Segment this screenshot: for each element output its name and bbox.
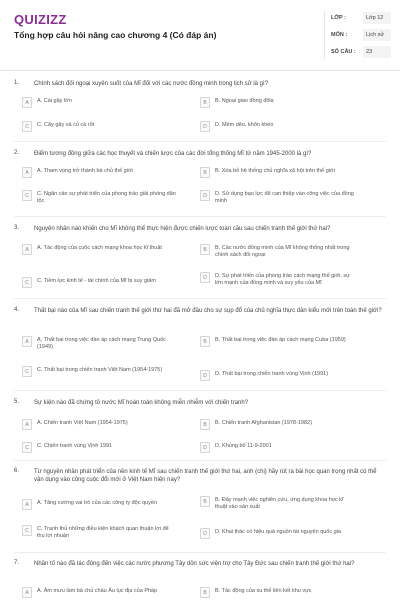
question-text: Điểm tương đồng giữa các học thuyết và chiến lược của các đời tổng thống Mĩ từ năm 1945-2000 là gì?	[34, 151, 312, 157]
option-letter: C	[22, 277, 32, 288]
option-letter: A	[22, 587, 32, 598]
option-letter: B	[200, 336, 210, 347]
worksheet-header	[0, 0, 400, 71]
option-letter: D	[200, 442, 210, 453]
question-text: Thất bại nào của Mĩ sau chiến tranh thế giới thứ hai đã mở đầu cho sự sụp đổ của chủ nghĩa thực dân kiểu mới trên toàn thế giới?	[34, 308, 382, 314]
option-letter: B	[200, 419, 210, 430]
option-text: A. Cái gậy lớn	[37, 98, 72, 104]
option-letter: B	[200, 97, 210, 108]
option-text: D. Thất bại trong chiến tranh vùng Vịnh (1991)	[215, 371, 329, 377]
option-text: C. Ngăn cản sự phát triển của phong trào giải phóng dân tộc	[37, 191, 176, 204]
option-letter: D	[200, 370, 210, 381]
option-letter: C	[22, 525, 32, 536]
meta-subject	[331, 28, 393, 42]
divider	[14, 390, 386, 391]
meta-grade-label: LỚP :	[331, 15, 346, 21]
option-text: D. Sử dụng bạo lực để can thiệp vào công việc của đồng minh	[215, 191, 354, 204]
option-text: C. Tranh thủ những điều kiện khách quan thuận lợi để thu lợi nhuận	[37, 526, 169, 539]
option-letter: D	[200, 528, 210, 539]
option-letter: A	[22, 244, 32, 255]
option-text: D. Khai thác có hiệu quả nguồn tài nguyên quốc gia	[215, 529, 341, 535]
option-letter: B	[200, 244, 210, 255]
divider	[14, 552, 386, 553]
option-text: A. Thất bại trong việc đàn áp cách mạng Trung Quốc (1949)	[37, 337, 166, 350]
question-number: 4.	[14, 307, 20, 313]
option-letter: C	[22, 442, 32, 453]
option-text: A. Chiến tranh Việt Nam (1954-1975)	[37, 420, 128, 426]
option-text: B. Ngoại giao đồng đôla	[215, 98, 274, 104]
meta-grade-value: Lớp 12	[363, 12, 391, 24]
option-letter: B	[200, 496, 210, 507]
divider	[14, 298, 386, 299]
option-text: A. Tác động của cuộc cách mạng khoa học kĩ thuật	[37, 245, 162, 251]
option-letter: B	[200, 167, 210, 178]
option-text: A. Tham vọng trở thành bá chủ thế giới	[37, 168, 133, 174]
divider	[14, 141, 386, 142]
meta-count	[331, 45, 393, 59]
divider	[14, 460, 386, 461]
option-text: B. Chiến tranh Afghanistan (1978-1982)	[215, 420, 312, 426]
quizizz-logo: QUIZIZZ	[14, 12, 67, 27]
question-number: 6.	[14, 468, 20, 474]
question-text: Sự kiện nào đã chứng tỏ nước Mĩ hoàn toàn không miễn nhiễm với chiến tranh?	[34, 400, 249, 406]
meta-count-label: SỐ CÂU :	[331, 49, 356, 55]
option-text: B. Thất bại trong việc đàn áp cách mạng Cuba (1959)	[215, 337, 346, 343]
option-text: A. Tăng cường vai trò của các công ty độc quyền	[37, 500, 158, 506]
question-number: 1.	[14, 80, 20, 86]
option-text: B. Xóa bỏ hệ thống chủ nghĩa xã hội trên thế giới	[215, 168, 335, 174]
option-letter: A	[22, 336, 32, 347]
question-text: Chính sách đối ngoại xuyên suốt của Mĩ đối với các nước đồng minh trong lịch sử là gì?	[34, 81, 269, 87]
question-number: 3.	[14, 225, 20, 231]
option-letter: C	[22, 366, 32, 377]
question-text: Nguyên nhân nào khiến cho Mĩ không thể thực hiện được chiến lược toàn cầu sau chiến tranh thế giới thứ hai?	[34, 226, 331, 232]
question-text: Từ nguyên nhân phát triển của nền kinh tế Mĩ sau chiến tranh thế giới thứ hai, anh (chị) hãy rút ra bài học quan trọng nhất có thể vận dụng vào công cuộc đổi mới ở Việt Nam hiện nay?	[34, 469, 377, 483]
option-letter: C	[22, 121, 32, 132]
option-text: B. Các nước đồng minh của Mĩ không thống nhất trong chính sách đối ngoại	[215, 245, 350, 258]
option-text: B. Đẩy mạnh việc nghiên cứu, ứng dụng khoa học kĩ thuật vào sản xuất	[215, 497, 344, 510]
option-text: C. Thất bại trong chiến tranh Việt Nam (1954-1975)	[37, 367, 163, 373]
option-text: B. Tác động của xu thế liên kết khu vực	[215, 588, 312, 594]
option-text: C. Chiến tranh vùng Vịnh 1991	[37, 443, 113, 449]
meta-subject-label: MÔN :	[331, 32, 348, 38]
option-text: C. Tiềm lực kinh tế - tài chính của Mĩ bị suy giảm	[37, 278, 156, 284]
meta-subject-value: Lịch sử	[363, 29, 391, 41]
question-number: 5.	[14, 399, 20, 405]
divider	[14, 216, 386, 217]
option-text: D. Mềm dẻo, khôn khéo	[215, 122, 274, 128]
worksheet-meta	[324, 11, 391, 59]
question-text: Nhân tố nào đã tác động đến việc các nước phương Tây dồn sức viện trợ cho Tây Đức sau chiến tranh thế giới thứ hai?	[34, 561, 355, 567]
option-text: A. Âm mưu làm bá chủ châu Âu lục địa của Pháp	[37, 588, 158, 594]
question-number: 2.	[14, 150, 20, 156]
option-letter: D	[200, 190, 210, 201]
option-letter: D	[200, 121, 210, 132]
option-letter: A	[22, 499, 32, 510]
worksheet-title: Tổng hợp câu hỏi nâng cao chương 4 (Có đáp án)	[14, 30, 217, 40]
option-text: D. Sự phát triển của phong trào cách mạng thế giới, sự lớn mạnh của đồng minh và suy yếu của Mĩ	[215, 273, 350, 286]
meta-grade	[331, 11, 393, 25]
option-text: C. Cây gậy và củ cà rốt	[37, 122, 95, 128]
question-number: 7.	[14, 560, 20, 566]
option-text: D. Khủng bố 11-9-2001	[215, 443, 272, 449]
option-letter: B	[200, 587, 210, 598]
option-letter: C	[22, 190, 32, 201]
meta-count-value: 23	[363, 46, 391, 58]
option-letter: A	[22, 167, 32, 178]
option-letter: A	[22, 97, 32, 108]
option-letter: D	[200, 272, 210, 283]
option-letter: A	[22, 419, 32, 430]
